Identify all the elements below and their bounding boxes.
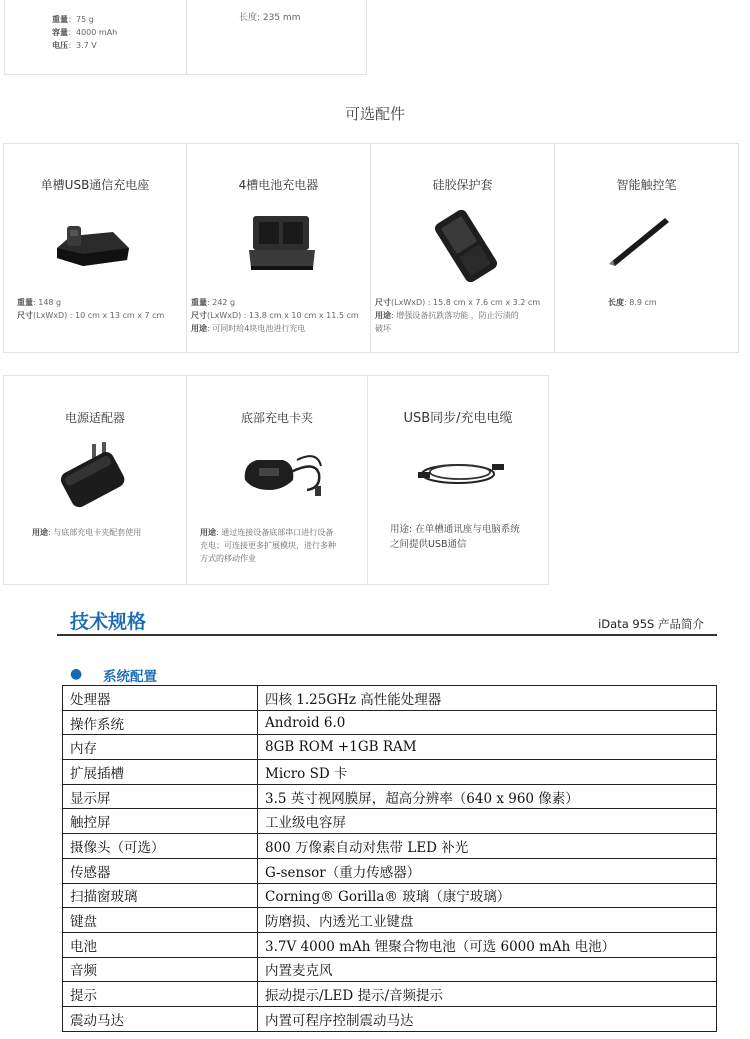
accessory-card-charging-clip xyxy=(186,375,368,585)
spec-value: 8GB ROM +1GB RAM xyxy=(258,735,717,760)
accessory-title: 底部充电卡夹 xyxy=(240,411,313,425)
spec-table xyxy=(62,685,717,1032)
spec-value: Micro SD 卡 xyxy=(258,760,717,785)
accessory-specs: 长度: 8.9 cm xyxy=(608,298,657,307)
accessory-card-4slot-charger xyxy=(186,143,371,353)
spec-key: 触控屏 xyxy=(63,809,258,834)
accessory-specs: 重量: 242 g 尺寸(LxWxD) : 13.8 cm x 10 cm x 11.5 cm 用途: 可同时给4块电池进行充电 xyxy=(191,298,359,333)
spec-key: 处理器 xyxy=(63,686,258,711)
spec-key: 电池 xyxy=(63,932,258,957)
bullet-icon: ● xyxy=(70,666,83,682)
four-slot-charger-image xyxy=(247,212,317,274)
spec-key: 震动马达 xyxy=(63,1006,258,1031)
accessory-specs: 用途: 在单槽通讯座与电脑系统 之间提供USB通信 xyxy=(390,524,520,550)
spec-key: 操作系统 xyxy=(63,710,258,735)
table-row xyxy=(63,932,717,957)
spec-key: 扫描窗玻璃 xyxy=(63,883,258,908)
accessory-specs: 用途: 通过连接设备底部串口进行设备 充电；可连接更多扩展模块，进行多种 方式的移动作业 xyxy=(200,528,336,563)
product-name: iData 95S 产品简介 xyxy=(598,617,704,631)
table-row xyxy=(63,982,717,1007)
spec-value: 四核 1.25GHz 高性能处理器 xyxy=(258,686,717,711)
table-row xyxy=(63,834,717,859)
accessory-title: 4槽电池充电器 xyxy=(238,178,319,192)
accessory-title: 电源适配器 xyxy=(64,411,125,425)
table-row xyxy=(63,686,717,711)
spec-value: 内置可程序控制震动马达 xyxy=(258,1006,717,1031)
spec-key: 扩展插槽 xyxy=(63,760,258,785)
spec-key: 摄像头（可选） xyxy=(63,834,258,859)
accessory-card-stylus xyxy=(554,143,739,353)
spec-key: 传感器 xyxy=(63,858,258,883)
accessory-title: 智能触控笔 xyxy=(616,178,677,192)
spec-key: 内存 xyxy=(63,735,258,760)
table-row xyxy=(63,908,717,933)
accessory-specs: 重量: 148 g 尺寸(LxWxD) : 10 cm x 13 cm x 7 cm xyxy=(17,298,165,320)
table-row xyxy=(63,760,717,785)
spec-key: 音频 xyxy=(63,957,258,982)
table-row xyxy=(63,735,717,760)
spec-value: 工业级电容屏 xyxy=(258,809,717,834)
accessory-card-single-cradle xyxy=(3,143,187,353)
spec-value: 3.7V 4000 mAh 锂聚合物电池（可选 6000 mAh 电池） xyxy=(258,932,717,957)
table-row xyxy=(63,1006,717,1031)
table-row xyxy=(63,809,717,834)
accessory-card-power-adapter xyxy=(3,375,187,585)
battery-spec-list: 重量：75 g 容量：4000 mAh 电压：3.7 V xyxy=(52,15,118,50)
accessory-specs: 尺寸(LxWxD) : 15.8 cm x 7.6 cm x 3.2 cm 用途: 增强设备抗跌落功能 ，防止污渍的 破坏 xyxy=(375,298,541,333)
table-row xyxy=(63,957,717,982)
cable-spec-card xyxy=(186,0,367,75)
accessories-title: 可选配件 xyxy=(344,105,405,123)
spec-key: 显示屏 xyxy=(63,784,258,809)
stylus-image xyxy=(605,212,675,268)
accessory-specs: 用途: 与底部充电卡夹配套使用 xyxy=(32,528,142,537)
cable-length: 长度: 235 mm xyxy=(239,13,301,23)
system-config-heading: 系统配置 xyxy=(103,669,157,685)
table-row xyxy=(63,784,717,809)
spec-value: 防磨损、内透光工业键盘 xyxy=(258,908,717,933)
table-row xyxy=(63,883,717,908)
battery-spec-card xyxy=(4,0,187,75)
table-row xyxy=(63,858,717,883)
power-adapter-image xyxy=(56,438,132,508)
accessory-title: 单槽USB通信充电座 xyxy=(40,178,150,192)
header-divider xyxy=(57,634,717,636)
silicone-case-image xyxy=(426,210,506,282)
spec-key: 键盘 xyxy=(63,908,258,933)
table-row xyxy=(63,710,717,735)
spec-value: 3.5 英寸视网膜屏，超高分辨率（640 x 960 像素） xyxy=(258,784,717,809)
spec-value: 800 万像素自动对焦带 LED 补光 xyxy=(258,834,717,859)
accessory-title: 硅胶保护套 xyxy=(432,178,493,192)
spec-value: 内置麦克风 xyxy=(258,957,717,982)
spec-key: 提示 xyxy=(63,982,258,1007)
accessory-card-usb-cable xyxy=(367,375,549,585)
accessory-title: USB同步/充电电缆 xyxy=(403,411,513,426)
usb-cable-image xyxy=(416,454,506,490)
single-cradle-image xyxy=(51,222,131,268)
spec-value: G-sensor（重力传感器） xyxy=(258,858,717,883)
accessory-card-silicone-case xyxy=(370,143,555,353)
tech-spec-title: 技术规格 xyxy=(70,611,147,633)
spec-value: 振动提示/LED 提示/音频提示 xyxy=(258,982,717,1007)
charging-clip-image xyxy=(237,440,327,500)
spec-value: Corning® Gorilla® 玻璃（康宁玻璃） xyxy=(258,883,717,908)
spec-value: Android 6.0 xyxy=(258,710,717,735)
